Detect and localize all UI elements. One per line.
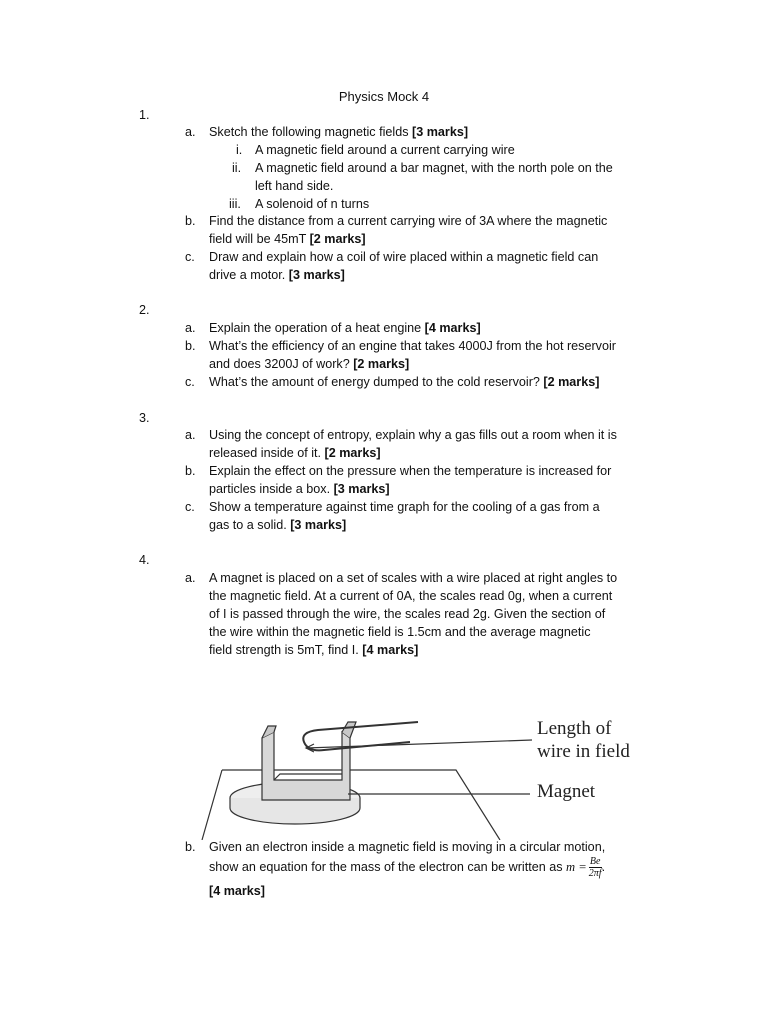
question-text: particles inside a box. [3 marks] [209, 482, 390, 496]
part-label: a. [185, 321, 196, 335]
marks: [3 marks] [288, 268, 345, 282]
magnet-body [262, 732, 350, 800]
question-text: show an equation for the mass of the electron can be written as m = $\frac{Be}{2\pi f}$ . [209, 856, 606, 880]
part-label: c. [185, 375, 195, 389]
length-label-line2: wire in field [537, 741, 630, 762]
part-label: b. [185, 464, 196, 478]
equation-numerator: Be [589, 856, 601, 868]
question-text: the wire within the magnetic field is 1.5cm and the average magnetic [209, 625, 591, 639]
length-label-line1: Length of [537, 718, 612, 739]
page-title: Physics Mock 4 [338, 89, 430, 104]
question-text: field will be 45mT [2 marks] [209, 232, 366, 246]
magnet-inner [274, 774, 342, 780]
question-text: What’s the efficiency of an engine that takes 4000J from the hot reservoir [209, 339, 616, 353]
scale-disk-side [230, 798, 360, 824]
marks: [3 marks] [290, 518, 347, 532]
length-pointer [306, 740, 532, 748]
question-number: 4. [139, 553, 150, 567]
question-text: What’s the amount of energy dumped to the cold reservoir? [2 marks] [209, 375, 600, 389]
question-text: Given an electron inside a magnetic field is moving in a circular motion, [209, 840, 606, 854]
part-label: a. [185, 571, 196, 585]
question-text: the magnetic field. At a current of 0A, the scales read 0g, when a current [209, 589, 613, 603]
part-label: b. [185, 214, 196, 228]
question-text: Sketch the following magnetic fields [3 marks] [209, 125, 469, 139]
marks: [4 marks] [362, 643, 419, 657]
part-label: c. [185, 500, 195, 514]
question-number: 3. [139, 411, 150, 425]
question-number: 1. [139, 108, 150, 122]
question-text: A magnet is placed on a set of scales with a wire placed at right angles to [209, 571, 618, 585]
scale-platform-left [202, 770, 222, 840]
question-text: Explain the operation of a heat engine [4 marks] [209, 321, 481, 335]
question-text: Show a temperature against time graph for the cooling of a gas from a [209, 500, 600, 514]
marks: [2 marks] [543, 375, 600, 389]
question-text: Using the concept of entropy, explain why a gas fills out a room when it is [209, 428, 617, 442]
question-text: Explain the effect on the pressure when the temperature is increased for [209, 464, 612, 478]
marks: [2 marks] [324, 446, 381, 460]
sub-label: ii. [232, 161, 242, 175]
marks: [3 marks] [412, 125, 469, 139]
question-text: field strength is 5mT, find I. [4 marks] [209, 643, 419, 657]
question-text: left hand side. [255, 179, 334, 193]
sub-label: iii. [229, 197, 241, 211]
question-text: and does 3200J of work? [2 marks] [209, 357, 410, 371]
question-text: A magnetic field around a bar magnet, with the north pole on the [255, 161, 613, 175]
equation-denominator: 2πf [588, 868, 602, 880]
question-number: 2. [139, 303, 150, 317]
marks: [2 marks] [309, 232, 366, 246]
magnet-label: Magnet [537, 781, 596, 802]
question-text: drive a motor. [3 marks] [209, 268, 345, 282]
part-label: a. [185, 428, 196, 442]
marks: [3 marks] [333, 482, 390, 496]
question-text: released inside of it. [2 marks] [209, 446, 381, 460]
part-label: b. [185, 840, 196, 854]
equation-end: . [601, 860, 606, 874]
sub-label: i. [236, 143, 243, 157]
marks: [4 marks] [424, 321, 481, 335]
part-label: b. [185, 339, 196, 353]
question-text: Draw and explain how a coil of wire placed within a magnetic field can [209, 250, 599, 264]
question-text: of I is passed through the wire, the scales read 2g. Given the section of [209, 607, 606, 621]
equation-lhs: m = [566, 860, 587, 874]
question-text: Find the distance from a current carrying wire of 3A where the magnetic [209, 214, 608, 228]
question-text: gas to a solid. [3 marks] [209, 518, 347, 532]
part-label: a. [185, 125, 196, 139]
part-label: c. [185, 250, 195, 264]
magnet-scales-diagram [200, 708, 680, 840]
question-text: A solenoid of n turns [255, 197, 370, 211]
question-text: A magnetic field around a current carrying wire [255, 143, 515, 157]
marks: [2 marks] [353, 357, 410, 371]
equation-fraction [589, 856, 602, 879]
marks: [4 marks] [209, 884, 266, 898]
